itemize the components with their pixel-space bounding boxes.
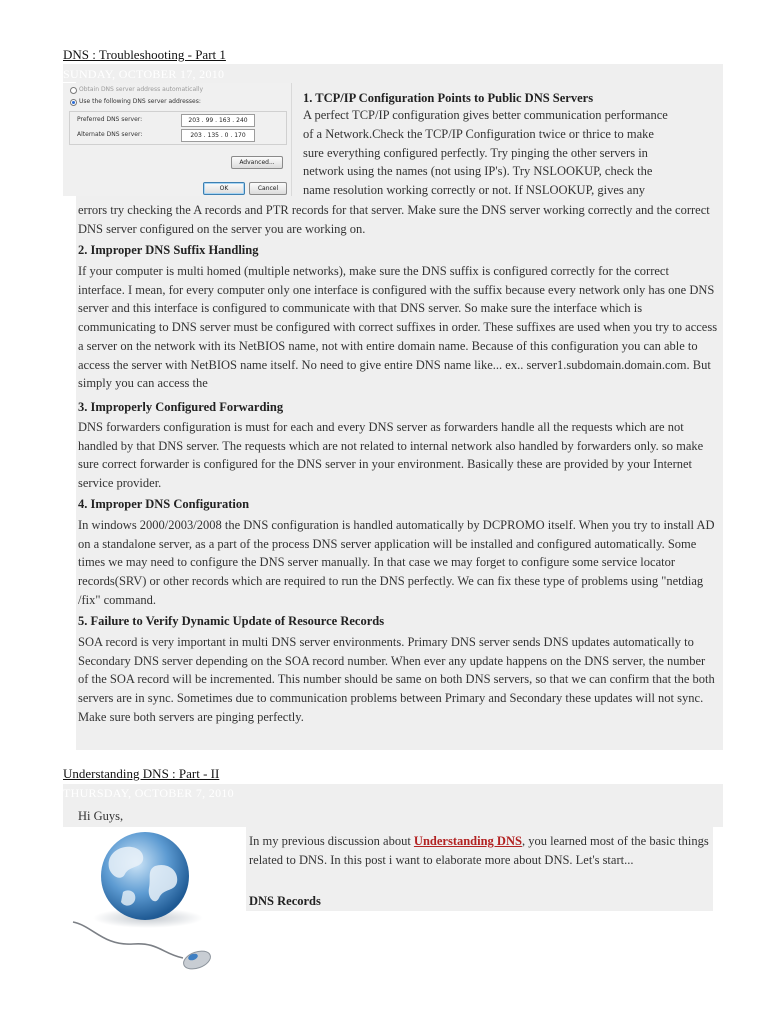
section-heading: 3. Improperly Configured Forwarding — [78, 400, 284, 414]
preferred-dns-label: Preferred DNS server: — [77, 116, 143, 123]
alternate-dns-label: Alternate DNS server: — [77, 131, 143, 138]
understanding-dns-link[interactable]: Understanding DNS — [413, 834, 522, 848]
preferred-dns-field: 203 . 99 . 163 . 240 — [181, 114, 255, 127]
paragraph-line: sure everything configured perfectly. Try pinging the other servers in — [303, 146, 648, 160]
paragraph-line: A perfect TCP/IP configuration gives better communication performance — [303, 108, 668, 122]
post-date: SUNDAY, OCTOBER 17, 2010 — [63, 67, 225, 81]
paragraph-line: of a Network.Check the TCP/IP Configuration twice or thrice to make — [303, 127, 654, 141]
post-date: THURSDAY, OCTOBER 7, 2010 — [63, 786, 234, 800]
post-content-background — [63, 801, 723, 827]
greeting-text: Hi Guys, — [78, 809, 124, 823]
post-title-link[interactable]: DNS : Troubleshooting - Part 1 — [63, 47, 226, 62]
globe-mouse-illustration — [63, 826, 243, 976]
radio-manual-icon — [70, 99, 77, 106]
section-heading: 2. Improper DNS Suffix Handling — [78, 243, 259, 257]
section-heading: 5. Failure to Verify Dynamic Update of Resource Records — [78, 614, 385, 628]
manual-dns-option-label: Use the following DNS server addresses: — [79, 98, 201, 105]
alternate-dns-field: 203 . 135 . 0 . 170 — [181, 129, 255, 142]
auto-dns-option-label: Obtain DNS server address automatically — [79, 86, 204, 93]
paragraph-line: name resolution working correctly or not. If NSLOOKUP, gives any — [303, 183, 645, 197]
intro-text-before: In my previous discussion about — [249, 834, 414, 848]
dns-settings-screenshot — [63, 83, 292, 196]
post-title-link[interactable]: Understanding DNS : Part - II — [63, 766, 220, 781]
section-heading: 1. TCP/IP Configuration Points to Public DNS Servers — [303, 91, 594, 105]
section-paragraph: In windows 2000/2003/2008 the DNS configuration is handled automatically by DCPROMO itself. When you try to install AD on a standalone server, as a part of the process DNS server application will be installed and configured automatically. Some times we may need to configure the DNS server manually. In that case we may forget to configure some service locator records(SRV) or other records which are required to run the DNS perfectly. We can fix these type of problems using "netdiag /fix" command. — [78, 518, 715, 607]
dns-records-heading: DNS Records — [249, 894, 321, 908]
section-paragraph: errors try checking the A records and PTR records for that server. Make sure the DNS server working correctly and the correct DNS server configured on the server you are working on. — [78, 203, 710, 236]
cancel-button: Cancel — [249, 182, 287, 195]
ok-button: OK — [203, 182, 245, 195]
section-paragraph: DNS forwarders configuration is must for each and every DNS server as forwarders handle all the requests which are not handled by that DNS server. The requests which are not related to internal network also handled by forwarders only. so make sure correct forwarder is configured for the DNS server in your environment. Basically these are provided by your Internet service provider. — [78, 420, 704, 491]
advanced-button: Advanced... — [231, 156, 283, 169]
intro-paragraph — [249, 832, 709, 869]
section-paragraph: If your computer is multi homed (multiple networks), make sure the DNS suffix is configured correctly for the correct interface. I mean, for every computer only one interface is configured with the suffix because every network only has one DNS server and this interface is configured to communicate with that DNS server. So make sure the interface which is communicating to DNS server must be configured with correct suffixes in order. These suffixes are used when you try to access a server on the network with its NetBIOS name, not with entire domain name. Because of this configuration you can able to access the server with NetBIOS name itself. No need to give entire DNS name like... ex.. server1.subdomain.domain.com. But simply you can access the — [78, 264, 718, 391]
intro-text-after: , you learned most of the basic things related to DNS. In this post i want to elaborate more about DNS. Let's start... — [249, 834, 709, 867]
section-paragraph: SOA record is very important in multi DNS server environments. Primary DNS server sends DNS updates automatically to Secondary DNS server depending on the SOA record number. When ever any update happens on the DNS server, the number of the SOA record will be incremented. This number should be same on both DNS servers, so that we can confirm that the both servers are in sync. Sometimes due to communication problems between Primary and Secondary these updates will not sync. Make sure both servers are pinging perfectly. — [78, 635, 715, 724]
paragraph-line: network using the names (not using IP's). Try NSLOOKUP, check the — [303, 164, 653, 178]
section-heading: 4. Improper DNS Configuration — [78, 497, 250, 511]
radio-auto-icon — [70, 87, 77, 94]
